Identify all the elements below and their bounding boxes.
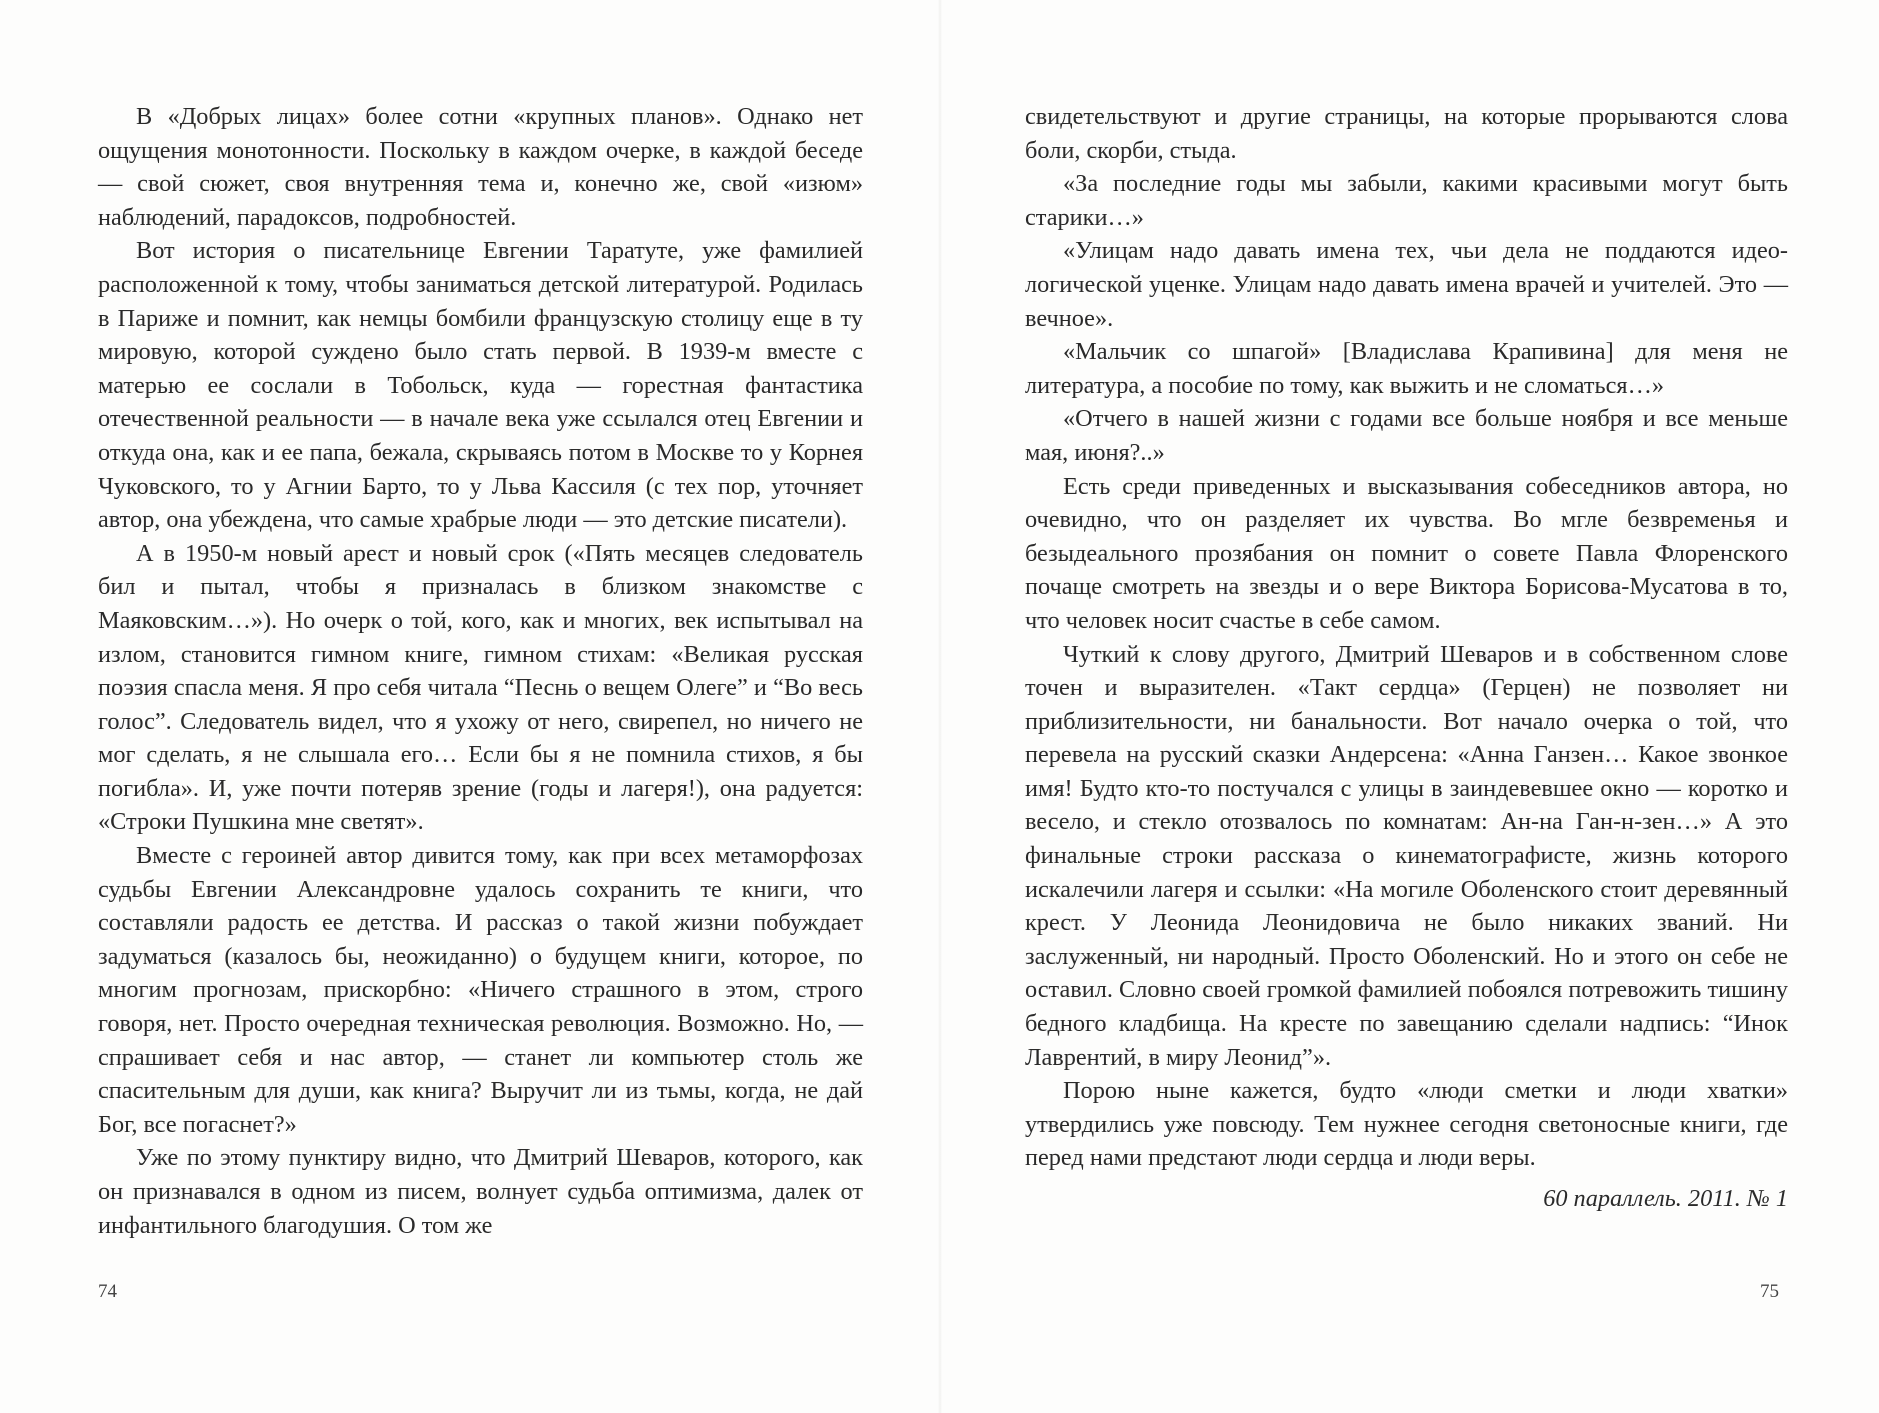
paragraph: «Мальчик со шпагой» [Владислава Крапивина] для меня не литература, а пособие по тому, как выжить и не сломаться…»	[1025, 338, 1788, 399]
paragraph: А в 1950-м новый арест и новый срок («Пять месяцев следователь бил и пытал, чтобы я призналась в близком знакомстве с Маяковским…»). Но очерк о той, кого, как и многих, век испытывал на излом, становится гимном книге, гимном стихам: «Великая русская поэзия спасла меня. Я про себя читала “Песнь о вещем Олеге” и “Во весь голос”. Следователь видел, что я ухожу от него, свирепел, но ничего не мог сделать, я не слышала его… Если бы я не помнила стихов, я бы погибла». И, уже почти потеряв зрение (годы и лагеря!), она радуется: «Строки Пушкина мне светят».	[98, 539, 863, 836]
source-citation: 60 параллель. 2011. № 1	[1543, 1185, 1788, 1212]
paragraph: «За последние годы мы забыли, какими красивыми могут быть старики…»	[1025, 170, 1788, 231]
paragraph: Вместе с героиней автор дивится тому, как при всех метаморфозах судьбы Евгении Александровне удалось сохранить те книги, что составляли радость ее детства. И рассказ о такой жизни побуждает задуматься (казалось бы, неожиданно) о будущем книги, которое, по многим прогнозам, прискорбно: «Ничего страшного в этом, строго говоря, нет. Просто очередная техническая революция. Возможно. Но, — спрашивает себя и нас автор, — станет ли компьютер столь же спасительным для души, как книга? Выручит ли из тьмы, когда, не дай Бог, все погаснет?»	[98, 842, 863, 1138]
right-page	[1025, 100, 1788, 1216]
paragraph: «Улицам надо давать имена тех, чьи дела не поддаются идеологической уценке. Улицам надо давать имена врачей и учителей. Это — вечное».	[1025, 237, 1788, 332]
page-number-right: 75	[1760, 1281, 1779, 1302]
page-number-left: 74	[98, 1281, 117, 1302]
paragraph: Чуткий к слову другого, Дмитрий Шеваров и в собственном слове точен и выразителен. «Такт сердца» (Герцен) не позволяет ни приблизительности, ни банальности. Вот начало очерка о той, что перевела на русский сказки Андерсена: «Анна Ганзен… Какое звонкое имя! Будто кто-то постучался с улицы в заиндевевшее окно — коротко и весело, и стекло отозвалось по комнатам: Ан-на Ган-н-зен…» А это финальные строки рассказа о кинематографисте, жизнь которого искалечили лагеря и ссылки: «На могиле Оболенского стоит деревянный крест. У Леонида Леонидовича не было никаких званий. Ни заслуженный, ни народный. Просто Оболенский. Но и этого он себе не оставил. Словно своей громкой фамилией побоялся потревожить тишину бедного кладбища. На кресте по завещанию сделали надпись: “Инок Лаврентий, в миру Леонид”».	[1025, 640, 1788, 1071]
paragraph: Уже по этому пунктиру видно, что Дмитрий Шеваров, которого, как он признавался в одном из писем, волнует судьба оптимизма, далек от инфантильного благодушия. О том же	[98, 1144, 863, 1239]
paragraph: Есть среди приведенных и высказывания собеседников автора, но очевидно, что он разделяет их чувства. Во мгле безвременья и безыдеального прозябания он помнит о совете Павла Флоренского почаще смотреть на звезды и о вере Виктора Борисова-Мусатова в то, что человек носит счастье в себе самом.	[1025, 472, 1788, 634]
paragraph: Порою ныне кажется, будто «люди сметки и люди хватки» утвердились уже повсюду. Тем нужнее сегодня светоносные книги, где перед нами предстают люди сердца и люди веры.	[1025, 1077, 1788, 1172]
left-page-text	[98, 100, 863, 1242]
right-page-text	[1025, 100, 1788, 1175]
paragraph: Вот история о писательнице Евгении Таратуте, уже фамилией расположенной к тому, чтобы заниматься детской литературой. Родилась в Париже и помнит, как немцы бомбили французскую столицу еще в ту мировую, которой суждено было стать первой. В 1939-м вместе с матерью ее сослали в Тобольск, куда — горестная фантастика отечественной реальности — в начале века уже ссылался отец Евгении и откуда она, как и ее папа, бежала, скрываясь потом в Москве то у Корнея Чуковского, то у Агнии Барто, то у Льва Кассиля (с тех пор, уточняет автор, она убеждена, что самые храбрые люди — это детские писатели).	[98, 237, 863, 534]
paragraph-continuation: свидетельствуют и другие страницы, на которые прорываются слова боли, скорби, стыда.	[1025, 103, 1788, 164]
paragraph: В «Добрых лицах» более сотни «крупных планов». Однако нет ощущения монотонности. Поскольку в каждом очерке, в каждой беседе — свой сюжет, своя внутренняя тема и, конечно же, свой «изюм» наблюдений, парадоксов, подробностей.	[98, 103, 863, 231]
left-page	[98, 100, 863, 1242]
paragraph: «Отчего в нашей жизни с годами все больше ноября и все меньше мая, июня?..»	[1025, 405, 1788, 466]
gutter-shadow	[938, 0, 942, 1413]
